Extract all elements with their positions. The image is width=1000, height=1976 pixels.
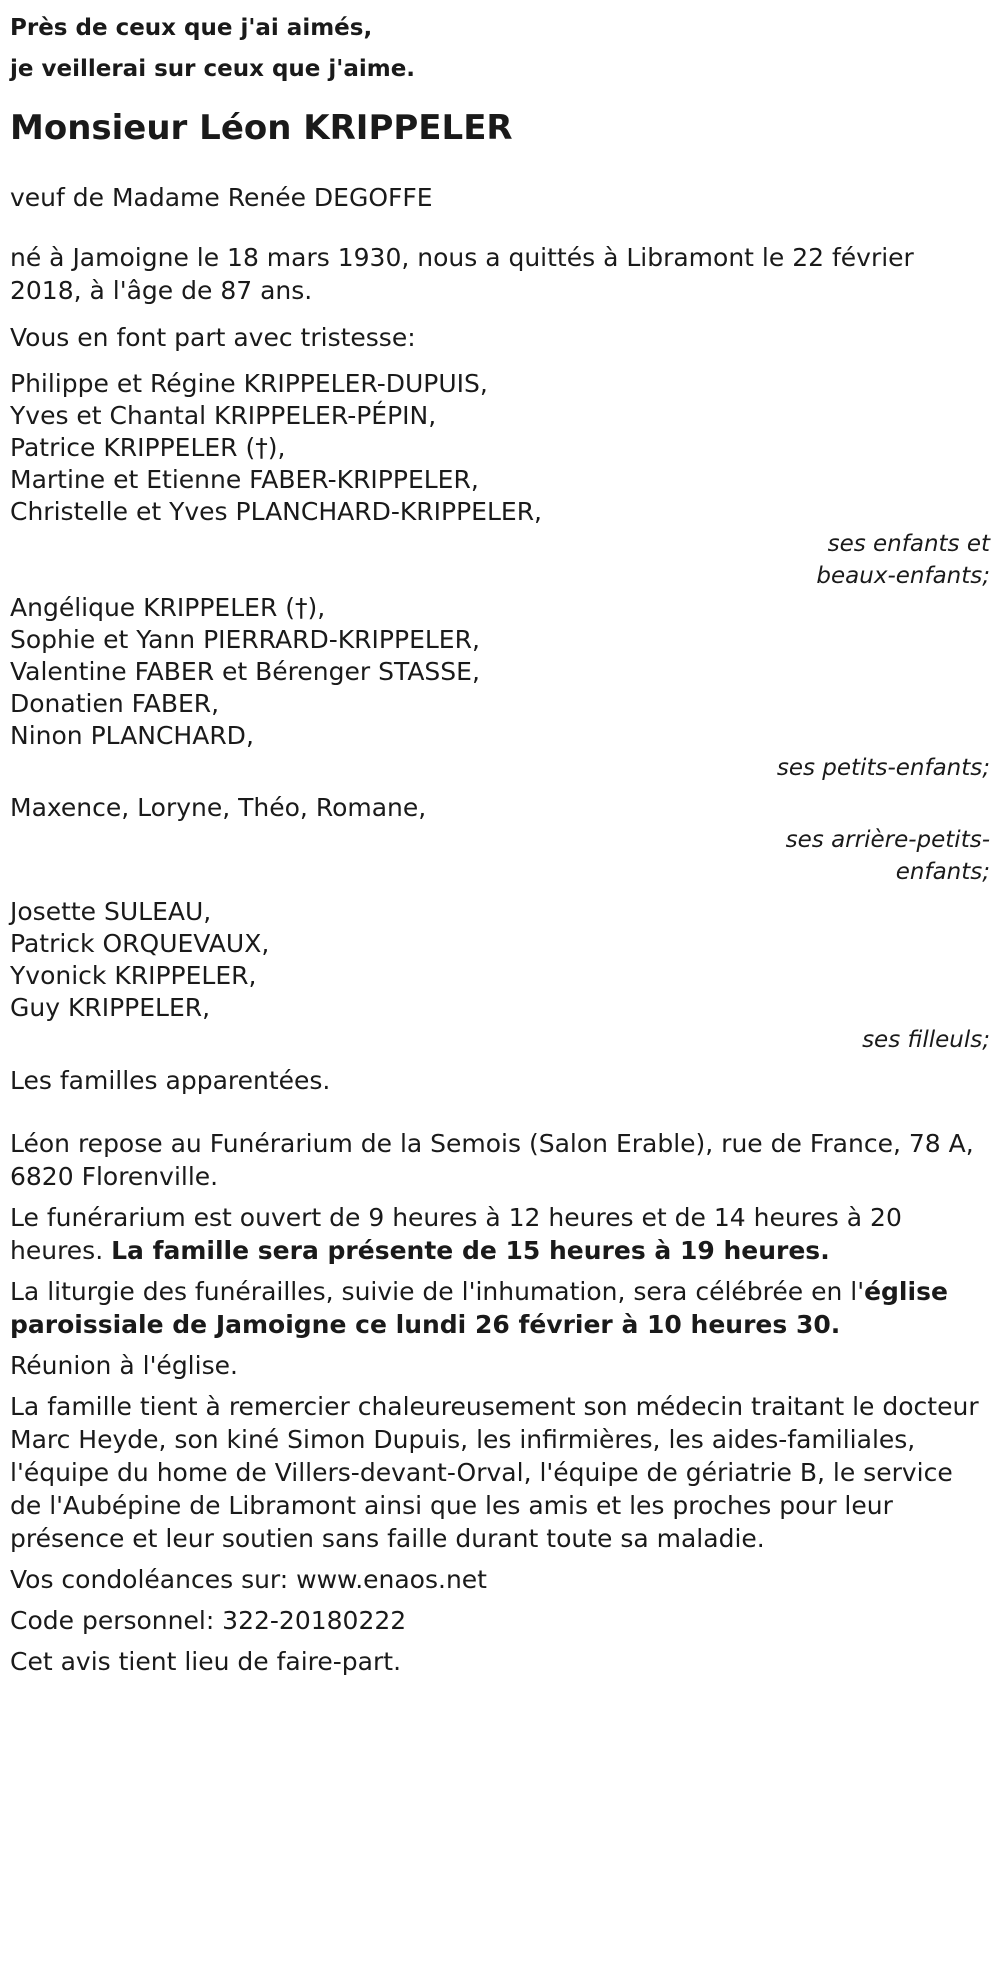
great-grandchildren-role (10, 824, 990, 888)
children-role-line-1: ses enfants et (827, 531, 990, 557)
great-grandchildren-group (10, 792, 990, 888)
godchildren-role: ses filleuls; (862, 1027, 990, 1053)
grandchildren-name: Angélique KRIPPELER (†), (10, 593, 326, 622)
godchildren-name: Patrick ORQUEVAUX, (10, 929, 270, 958)
related-families: Les familles apparentées. (10, 1066, 331, 1095)
intro-line: Vous en font part avec tristesse: (10, 323, 416, 352)
children-role (10, 528, 990, 592)
condolences: Vos condoléances sur: www.enaos.net (10, 1565, 487, 1594)
children-name: Christelle et Yves PLANCHARD-KRIPPELER, (10, 497, 543, 526)
notice-line: Cet avis tient lieu de faire-part. (10, 1647, 402, 1676)
epigraph (10, 8, 990, 90)
godchildren-name: Guy KRIPPELER, (10, 993, 211, 1022)
deceased-name: Monsieur Léon KRIPPELER (10, 108, 513, 148)
meeting: Réunion à l'église. (10, 1351, 238, 1380)
children-name: Patrice KRIPPELER (†), (10, 433, 286, 462)
children-name: Philippe et Régine KRIPPELER-DUPUIS, (10, 369, 488, 398)
epigraph-line-2: je veillerai sur ceux que j'aime. (10, 56, 416, 82)
spouse-line: veuf de Madame Renée DEGOFFE (10, 183, 433, 212)
visiting-hours (10, 1201, 990, 1267)
birth-death-line: né à Jamoigne le 18 mars 1930, nous a quittés à Libramont le 22 février 2018, à l'âge de 87 ans. (10, 243, 914, 305)
children-role-line-2: beaux-enfants; (816, 563, 990, 589)
grandchildren-group (10, 592, 990, 784)
liturgy-place-time: église paroissiale de Jamoigne ce lundi 26 février à 10 heures 30. (10, 1277, 948, 1339)
grandchildren-name: Ninon PLANCHARD, (10, 721, 254, 750)
great-grandchildren-role-line-1: ses arrière-petits- (785, 827, 990, 853)
children-name: Yves et Chantal KRIPPELER-PÉPIN, (10, 401, 437, 430)
grandchildren-name: Valentine FABER et Bérenger STASSE, (10, 657, 480, 686)
grandchildren-role: ses petits-enfants; (776, 755, 990, 781)
obituary-notice (10, 0, 990, 1678)
liturgy (10, 1275, 990, 1341)
great-grandchildren-names: Maxence, Loryne, Théo, Romane, (10, 793, 427, 822)
godchildren-name: Josette SULEAU, (10, 897, 212, 926)
visiting-hours-text: Le funérarium est ouvert de 9 heures à 12 heures et de 14 heures à 20 heures. (10, 1203, 902, 1265)
godchildren-name: Yvonick KRIPPELER, (10, 961, 257, 990)
children-group (10, 368, 990, 592)
rest-place: Léon repose au Funérarium de la Semois (Salon Erable), rue de France, 78 A, 6820 Florenville. (10, 1129, 974, 1191)
great-grandchildren-role-line-2: enfants; (895, 859, 990, 885)
personal-code: Code personnel: 322-20180222 (10, 1606, 407, 1635)
children-name: Martine et Etienne FABER-KRIPPELER, (10, 465, 479, 494)
liturgy-text: La liturgie des funérailles, suivie de l'inhumation, sera célébrée en l' (10, 1277, 865, 1306)
epigraph-line-1: Près de ceux que j'ai aimés, (10, 15, 373, 41)
thanks: La famille tient à remercier chaleureusement son médecin traitant le docteur Marc Heyde, son kiné Simon Dupuis, les infirmières, les aides-familiales, l'équipe du home de Villers-devant-Orval, l'équipe de gériatrie B, le service de l'Aubépine de Libramont ainsi que les amis et les proches pour leur présence et leur soutien sans faille durant toute sa maladie. (10, 1392, 979, 1553)
grandchildren-name: Donatien FABER, (10, 689, 220, 718)
grandchildren-name: Sophie et Yann PIERRARD-KRIPPELER, (10, 625, 480, 654)
godchildren-group (10, 896, 990, 1056)
family-presence: La famille sera présente de 15 heures à 19 heures. (111, 1236, 830, 1265)
